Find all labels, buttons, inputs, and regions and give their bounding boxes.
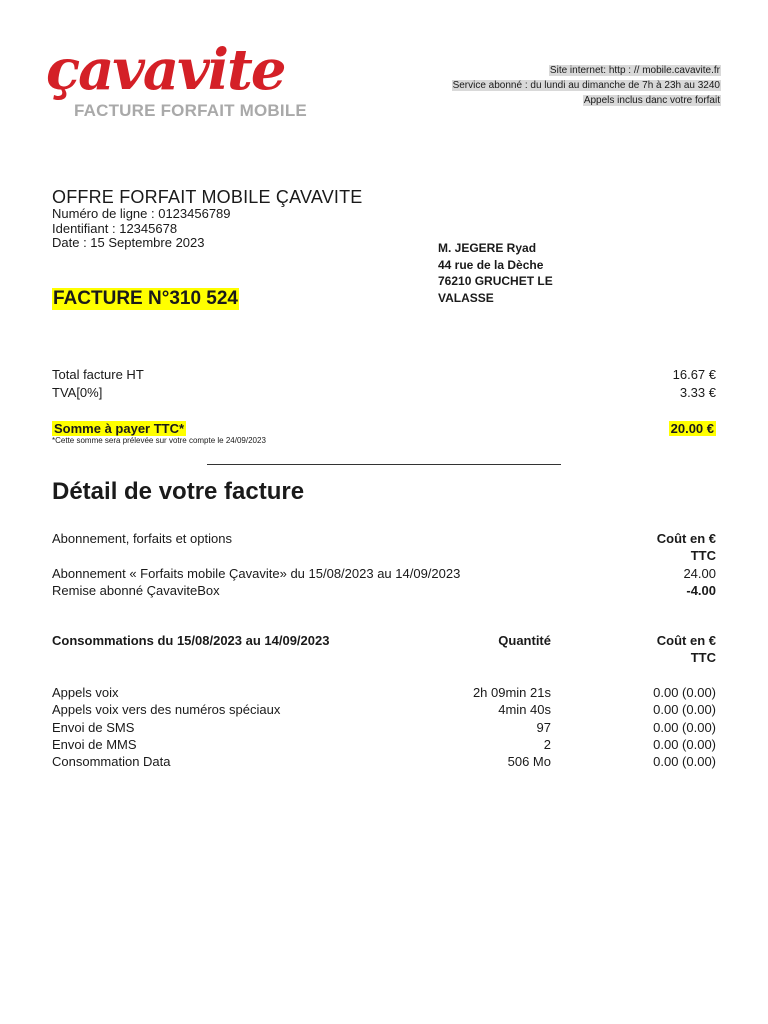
service-info <box>452 63 721 108</box>
tva-value: 3.33 € <box>679 385 716 400</box>
document-subtitle: FACTURE FORFAIT MOBILE <box>74 101 307 120</box>
line-number: Numéro de ligne : 0123456789 <box>52 206 231 221</box>
consumption-label: Envoi de SMS <box>52 720 135 735</box>
website-info: Site internet: http : // mobile.cavavite.fr <box>549 65 720 76</box>
cost-header-line1: Coût en € <box>656 633 716 648</box>
cost-header-line2: TTC <box>690 650 716 665</box>
total-ttc-label: Somme à payer TTC* <box>54 421 185 436</box>
consumption-header: Consommations du 15/08/2023 au 14/09/2023 <box>52 633 330 648</box>
subscription-row-value: 24.00 <box>683 566 716 581</box>
consumption-qty: 506 Mo <box>507 754 551 769</box>
recipient-address <box>438 240 568 306</box>
consumption-cost-header <box>657 632 716 666</box>
tva-row <box>52 385 716 400</box>
consumption-qty: 97 <box>536 720 551 735</box>
recipient-city: 76210 GRUCHET LE VALASSE <box>438 274 553 305</box>
payment-note: *Cette somme sera prélevée sur votre compte le 24/09/2023 <box>52 436 266 445</box>
offer-title: OFFRE FORFAIT MOBILE ÇAVAVITE <box>52 187 363 207</box>
consumption-label: Appels voix vers des numéros spéciaux <box>52 702 281 717</box>
consumption-label: Envoi de MMS <box>52 737 137 752</box>
consumption-cost: 0.00 (0.00) <box>653 702 716 717</box>
discount-row-value: -4.00 <box>686 583 716 598</box>
cost-header-line2: TTC <box>690 548 716 563</box>
consumption-cost: 0.00 (0.00) <box>653 685 716 700</box>
consumption-label: Appels voix <box>52 685 119 700</box>
consumption-qty: 2h 09min 21s <box>472 685 551 700</box>
subscriptions-cost-header <box>657 530 716 564</box>
divider <box>207 464 561 465</box>
identifier: Identifiant : 12345678 <box>52 220 178 236</box>
subscriptions-header: Abonnement, forfaits et options <box>52 531 232 546</box>
consumption-label: Consommation Data <box>52 754 171 769</box>
invoice-number: FACTURE N°310 524 <box>53 288 238 309</box>
offer-meta <box>52 207 231 251</box>
total-ht-row <box>52 367 716 382</box>
consumption-qty: 4min 40s <box>498 702 551 717</box>
detail-title: Détail de votre facture <box>52 478 305 505</box>
total-ht-value: 16.67 € <box>672 367 716 382</box>
quantity-header: Quantité <box>498 633 551 648</box>
consumption-cost: 0.00 (0.00) <box>653 737 716 752</box>
recipient-street: 44 rue de la Dèche <box>438 257 544 272</box>
consumption-qty: 2 <box>543 737 551 752</box>
consumption-cost: 0.00 (0.00) <box>653 720 716 735</box>
discount-row-label: Remise abonné ÇavaviteBox <box>52 583 220 598</box>
tva-label: TVA[0%] <box>52 385 103 400</box>
invoice-date: Date : 15 Septembre 2023 <box>52 235 205 250</box>
consumption-cost: 0.00 (0.00) <box>653 754 716 769</box>
brand-logo: çavavite <box>46 37 285 103</box>
included-calls-info: Appels inclus danc votre forfait <box>583 95 720 106</box>
recipient-name: M. JEGERE Ryad <box>438 241 537 255</box>
cost-header-line1: Coût en € <box>656 531 716 546</box>
total-ht-label: Total facture HT <box>52 367 144 382</box>
service-hours-info: Service abonné : du lundi au dimanche de 7h à 23h au 3240 <box>452 80 720 91</box>
total-ttc-row <box>52 421 716 436</box>
subscription-row-label: Abonnement « Forfaits mobile Çavavite» du 15/08/2023 au 14/09/2023 <box>52 566 461 581</box>
total-ttc-value: 20.00 € <box>670 421 714 436</box>
